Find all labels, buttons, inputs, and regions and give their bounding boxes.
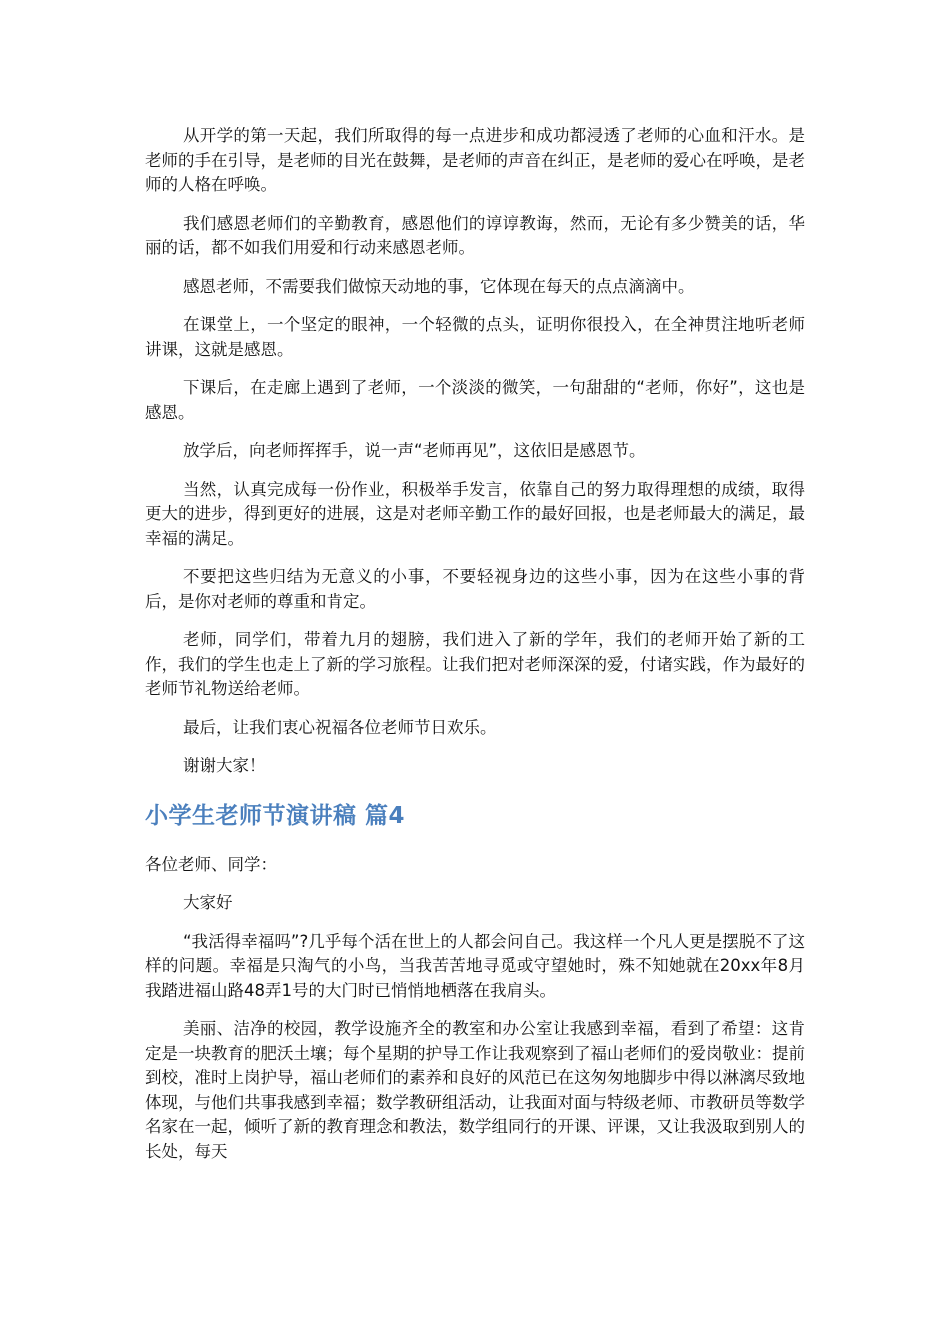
paragraph-10: 最后，让我们衷心祝福各位老师节日欢乐。 bbox=[182, 717, 497, 737]
section-title: 小学生老师节演讲稿 篇4 bbox=[145, 802, 406, 829]
paragraph-7: 当然，认真完成每一份作业，积极举手发言，依靠自己的努力取得理想的成绩，取得更大的进步，得到更好的进展，这是对老师辛勤工作的最好回报，也是老师最大的满足，最幸福的满足。 bbox=[145, 479, 805, 548]
salutation: 各位老师、同学： bbox=[145, 854, 277, 874]
paragraph-11: 谢谢大家！ bbox=[182, 756, 266, 775]
paragraph-9: 老师，同学们，带着九月的翅膀，我们进入了新的学年，我们的老师开始了新的工作，我们的学生也走上了新的学习旅程。让我们把对老师深深的爱，付诸实践，作为最好的老师节礼物送给老师。 bbox=[145, 630, 805, 698]
document-page bbox=[145, 124, 805, 1178]
paragraph-4: 在课堂上，一个坚定的眼神，一个轻微的点头，证明你很投入，在全神贯注地听老师讲课，这就是感恩。 bbox=[145, 315, 805, 359]
greeting: 大家好 bbox=[182, 893, 233, 912]
paragraph-8: 不要把这些归结为无意义的小事，不要轻视身边的这些小事，因为在这些小事的背后，是你对老师的尊重和肯定。 bbox=[145, 567, 805, 611]
paragraph-2: 我们感恩老师们的辛勤教育，感恩他们的谆谆教诲，然而，无论有多少赞美的话，华丽的话，都不如我们用爱和行动来感恩老师。 bbox=[145, 213, 805, 257]
paragraph-12: “我活得幸福吗”?几乎每个活在世上的人都会问自己。我这样一个凡人更是摆脱不了这样的问题。幸福是只淘气的小鸟，当我苦苦地寻觅或守望她时，殊不知她就在20xx年8月我踏进福山路48弄1号的大门时已悄悄地栖落在我肩头。 bbox=[145, 931, 805, 1000]
paragraph-6: 放学后，向老师挥挥手，说一声“老师再见”，这依旧是感恩节。 bbox=[182, 441, 646, 460]
paragraph-5: 下课后，在走廊上遇到了老师，一个淡淡的微笑，一句甜甜的“老师，你好”，这也是感恩。 bbox=[145, 378, 805, 422]
paragraph-1: 从开学的第一天起，我们所取得的每一点进步和成功都浸透了老师的心血和汗水。是老师的手在引导，是老师的目光在鼓舞，是老师的声音在纠正，是老师的爱心在呼唤，是老师的人格在呼唤。 bbox=[145, 126, 805, 194]
paragraph-13: 美丽、洁净的校园，教学设施齐全的教室和办公室让我感到幸福，看到了希望：这肯定是一块教育的肥沃土壤；每个星期的护导工作让我观察到了福山老师们的爱岗敬业：提前到校，准时上岗护导，福山老师们的素养和良好的风范已在这匆匆地脚步中得以淋漓尽致地体现，与他们共事我感到幸福；数学教研组活动，让我面对面与特级老师、市教研员等数学名家在一起，倾听了新的教育理念和教法，数学组同行的开课、评课，又让我汲取到别人的长处，每天 bbox=[145, 1019, 805, 1161]
paragraph-3: 感恩老师，不需要我们做惊天动地的事，它体现在每天的点点滴滴中。 bbox=[182, 276, 695, 296]
